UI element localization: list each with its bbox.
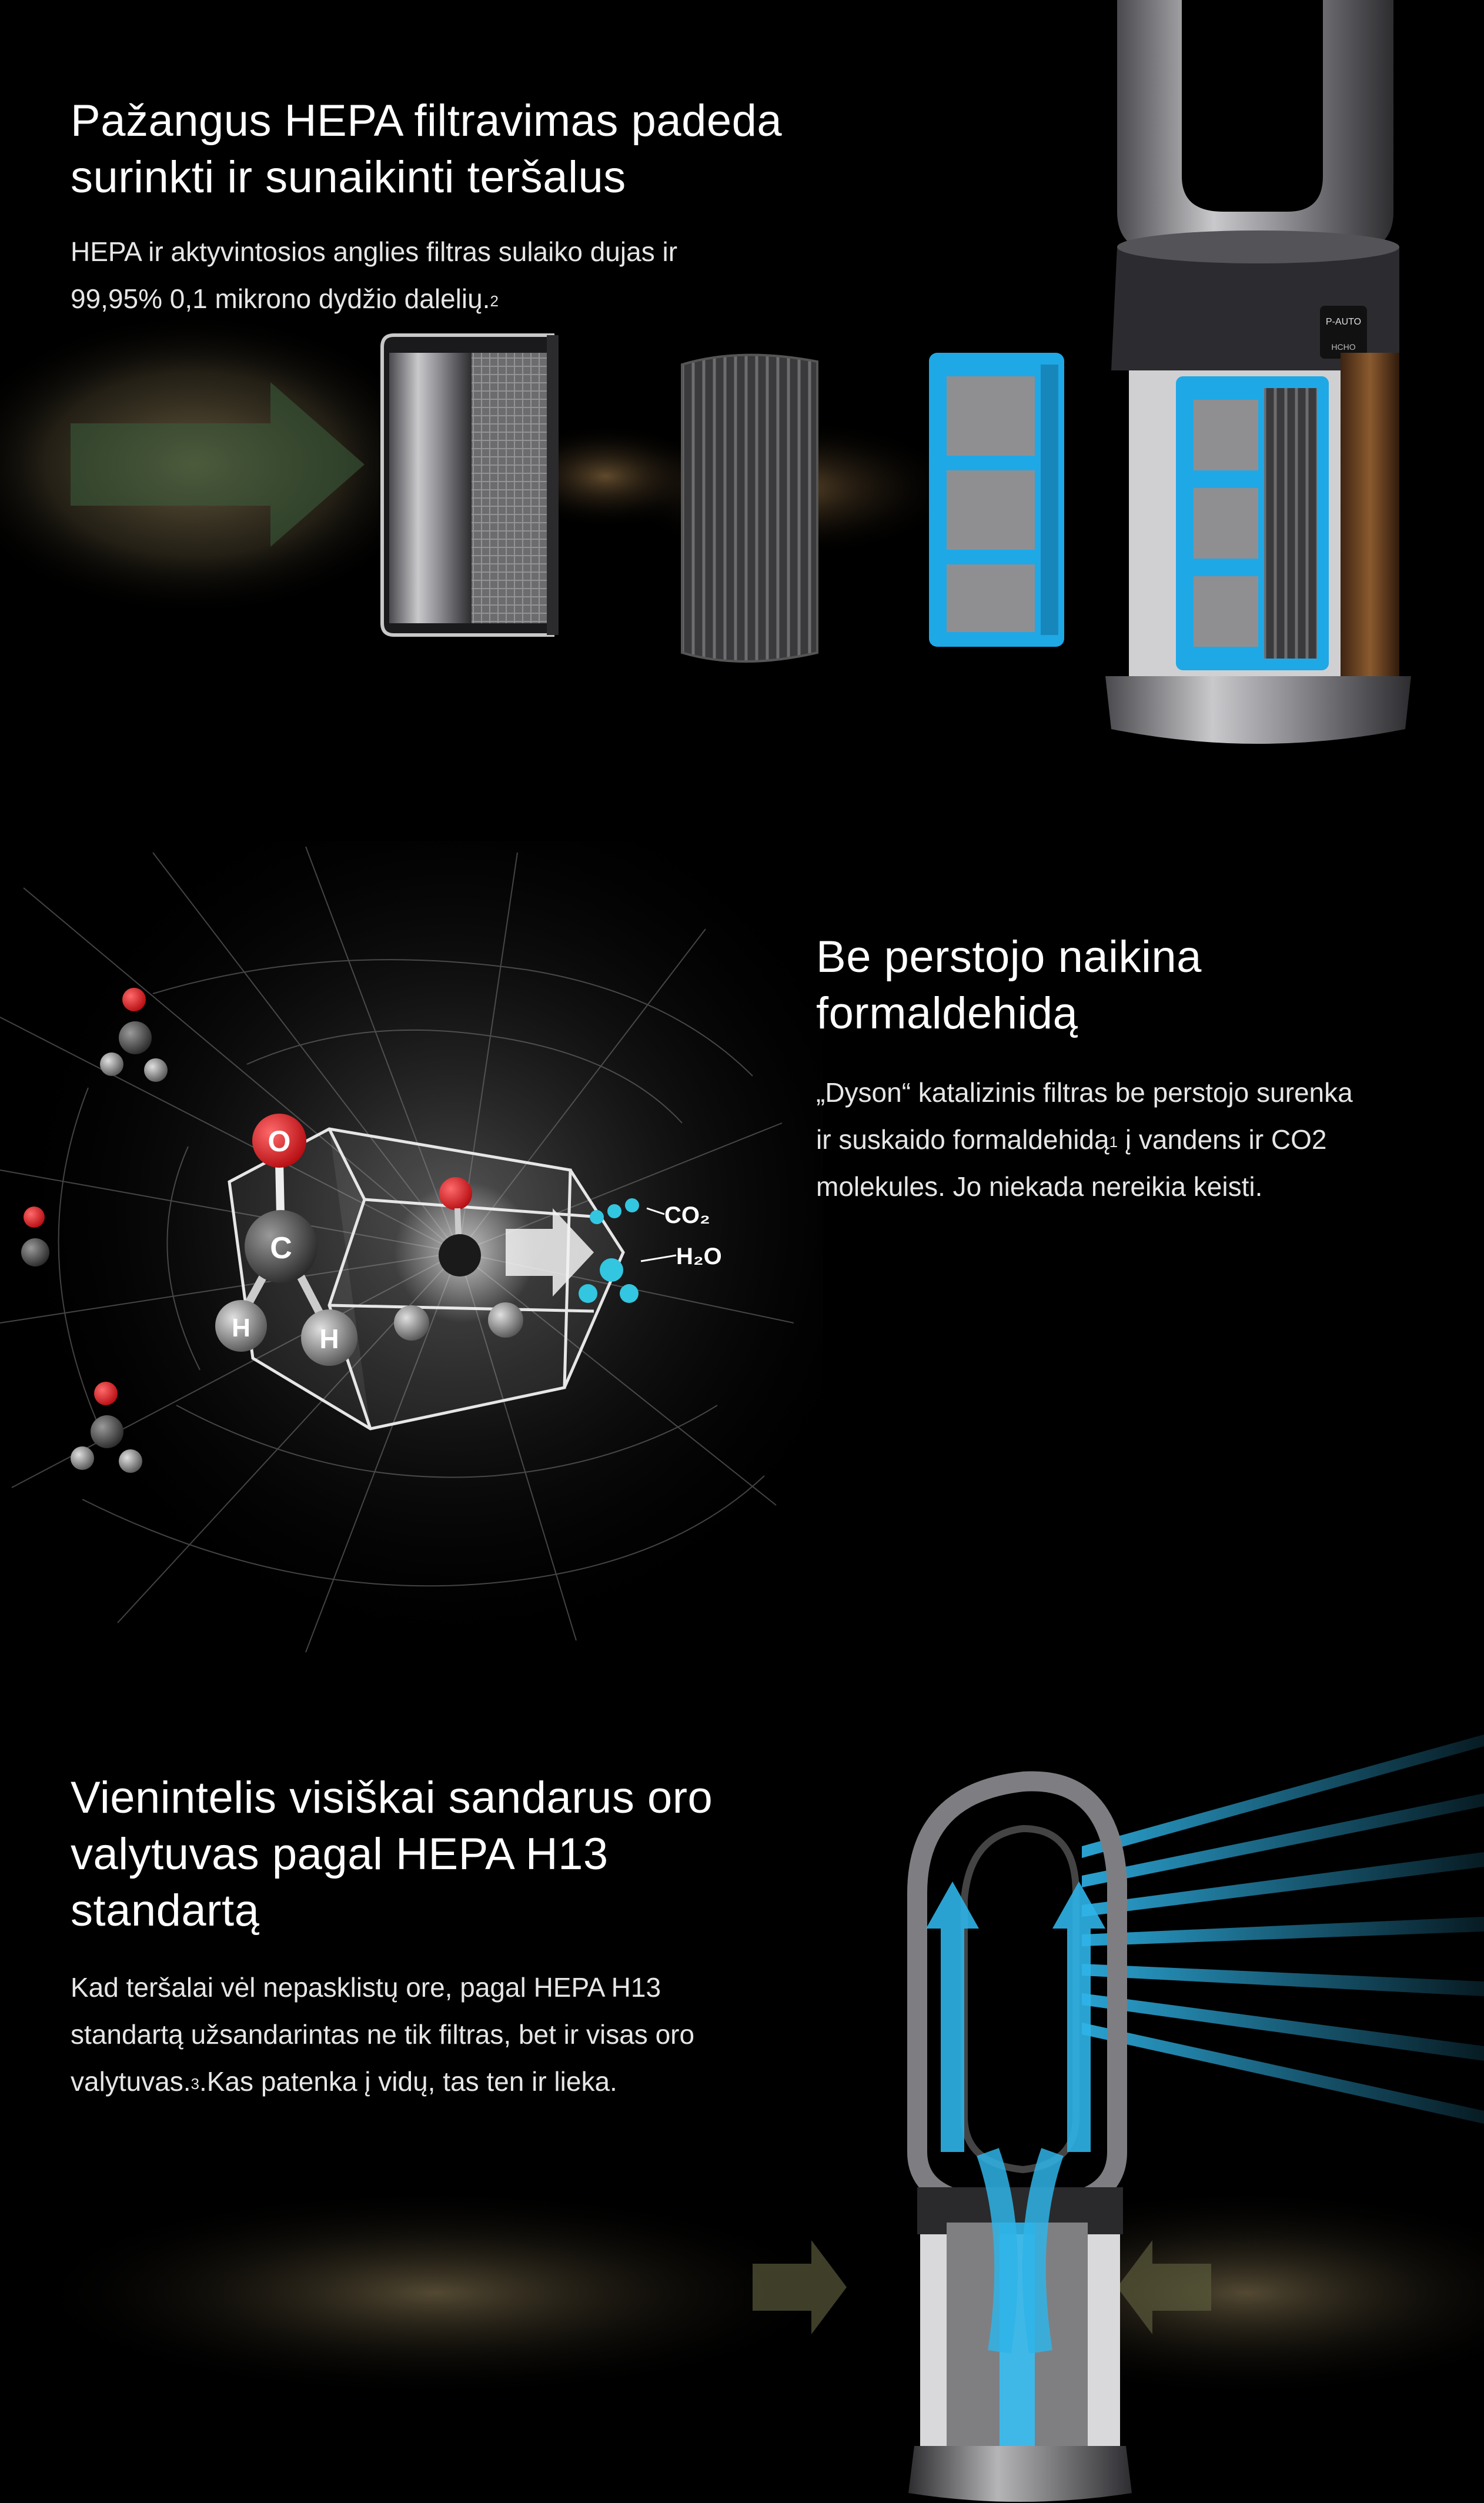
sealed-heading-line2: valytuvas pagal HEPA H13 — [71, 1829, 609, 1879]
oxygen-label: O — [268, 1125, 291, 1158]
hydrogen-left-label: H — [232, 1314, 250, 1342]
hydrogen-right-label: H — [319, 1324, 339, 1354]
sealed-heading-line3: standartą — [71, 1886, 260, 1936]
carbon-label: C — [270, 1231, 292, 1265]
sealed-body-line3a: valytuvas. — [71, 2066, 191, 2097]
molecule-illustration — [0, 841, 823, 1664]
sealed-footnote-ref: 3 — [190, 2075, 199, 2093]
carbon-filter — [682, 355, 817, 661]
purifier-device — [1105, 0, 1411, 744]
purifier-device — [908, 1781, 1132, 2502]
hepa-heading-line2: surinkti ir sunaikinti teršalus — [71, 152, 626, 202]
sealed-body-line1: Kad teršalai vėl nepasklistų ore, pagal HEPA H13 — [71, 1972, 661, 2003]
device-display-mode: P-AUTO — [1325, 317, 1362, 327]
formaldehyde-body-line2b: į vandens ir CO2 — [1118, 1124, 1327, 1155]
formaldehyde-body — [816, 1069, 1353, 1210]
formaldehyde-heading-line2: formaldehidą — [816, 988, 1078, 1038]
sealed-body-line3b: .Kas patenka į vidų, tas ten ir lieka. — [199, 2066, 617, 2097]
clean-air-beams — [1082, 1735, 1484, 2124]
formaldehyde-section — [0, 823, 1484, 1705]
hepa-body-line1: HEPA ir aktyvintosios anglies filtras sulaiko dujas ir — [71, 236, 678, 267]
sealed-body-line2: standartą užsandarintas ne tik filtras, bet ir visas oro — [71, 2019, 695, 2050]
sealed-section — [0, 1705, 1484, 2503]
formaldehyde-body-line2a: ir suskaido formaldehidą — [816, 1124, 1109, 1155]
device-display-sub: HCHO — [1331, 342, 1356, 352]
hepa-illustration — [0, 0, 1484, 823]
formaldehyde-heading — [816, 929, 1202, 1042]
catalytic-filter — [929, 353, 1064, 647]
sealed-illustration — [0, 1705, 1484, 2503]
formaldehyde-heading-line1: Be perstojo naikina — [816, 932, 1202, 982]
formaldehyde-body-line1: „Dyson“ katalizinis filtras be perstojo surenka — [816, 1077, 1353, 1108]
hepa-footnote-ref: 2 — [490, 292, 499, 310]
formaldehyde-footnote-ref: 1 — [1109, 1133, 1118, 1151]
hepa-body-line2: 99,95% 0,1 mikrono dydžio dalelių. — [71, 283, 490, 314]
co2-label: CO₂ — [664, 1202, 710, 1228]
hepa-section — [0, 0, 1484, 823]
sealed-heading-line1: Vienintelis visiškai sandarus oro — [71, 1773, 713, 1823]
hepa-filter-outer — [382, 335, 559, 635]
hepa-heading-line1: Pažangus HEPA filtravimas padeda — [71, 96, 783, 146]
h2o-label: H₂O — [676, 1244, 722, 1269]
formaldehyde-body-line3: molekules. Jo niekada nereikia keisti. — [816, 1171, 1263, 1202]
